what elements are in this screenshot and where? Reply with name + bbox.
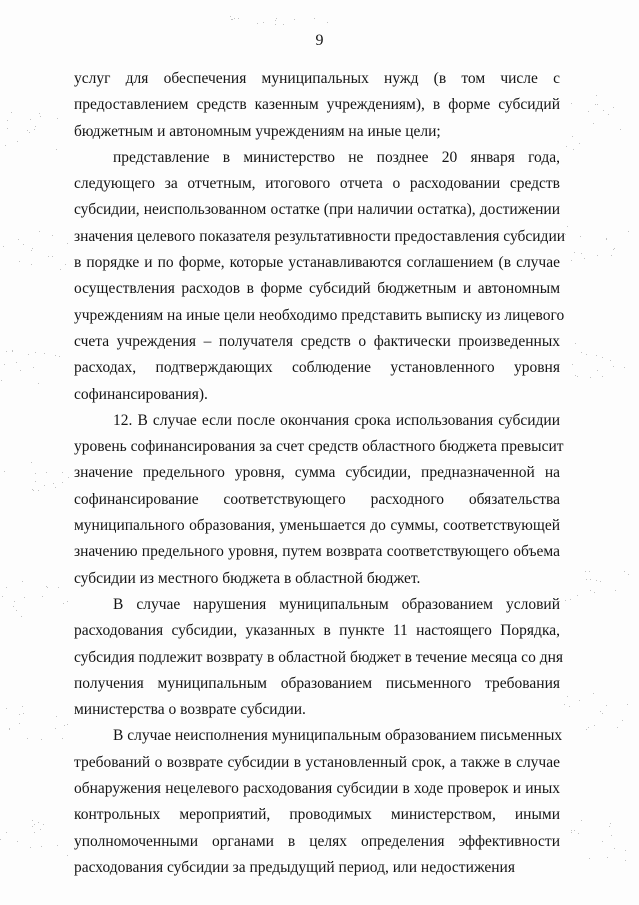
scan-noise <box>574 252 575 253</box>
scan-noise <box>64 725 65 726</box>
scan-noise <box>588 727 589 728</box>
scan-noise <box>5 145 6 146</box>
text-line: муниципального образования, уменьшается до суммы, соответствующей <box>74 517 560 535</box>
scan-noise <box>276 18 277 19</box>
scan-noise <box>571 832 572 833</box>
scan-noise <box>12 350 13 351</box>
text-line: следующего за отчетным, итогового отчета о расходовании средств <box>74 175 560 193</box>
scan-noise <box>43 824 44 825</box>
scan-noise <box>597 370 598 371</box>
scan-noise <box>62 738 63 739</box>
text-line: софинансирования). <box>74 385 208 403</box>
scan-noise <box>23 244 24 245</box>
scan-noise <box>52 256 53 257</box>
paragraph <box>74 592 563 723</box>
scan-noise <box>35 126 36 127</box>
text-line: В случае нарушения муниципальным образованием условий <box>113 595 560 613</box>
scan-noise <box>586 354 587 355</box>
scan-noise <box>611 835 612 836</box>
scan-noise <box>62 482 63 483</box>
scan-noise <box>275 24 276 25</box>
scan-noise <box>30 847 31 848</box>
scan-noise <box>610 360 611 361</box>
scan-noise <box>58 587 59 588</box>
scan-noise <box>35 352 36 353</box>
scan-noise <box>68 477 69 478</box>
scan-noise <box>594 592 595 593</box>
text-line: обнаружения нецелевого расходования субсидии в ходе проверок и иных <box>74 780 560 798</box>
scan-noise <box>7 128 8 129</box>
scan-noise <box>34 832 35 833</box>
text-line: министерства о возврате субсидии. <box>74 701 306 719</box>
scan-noise <box>595 104 596 105</box>
scan-noise <box>20 370 21 371</box>
paragraph <box>74 145 566 408</box>
text-line: В случае неисполнения муниципальным образованием письменных <box>113 727 563 745</box>
text-line: субсидии, неиспользованном остатке (при наличии остатка), достижении <box>74 201 560 219</box>
scan-noise <box>578 833 579 834</box>
scan-noise <box>6 351 7 352</box>
paragraph <box>74 723 563 881</box>
scan-noise <box>283 24 284 25</box>
body-text <box>74 66 566 881</box>
scan-noise <box>4 364 5 365</box>
scan-noise <box>614 248 615 249</box>
scan-noise <box>263 22 264 23</box>
scan-noise <box>41 739 42 740</box>
scan-noise <box>594 725 595 726</box>
scan-noise <box>570 599 571 600</box>
scan-noise <box>602 841 603 842</box>
scan-noise <box>566 146 567 147</box>
scan-noise <box>6 708 7 709</box>
scan-noise <box>620 129 621 130</box>
scan-noise <box>40 829 41 830</box>
scan-noise <box>294 19 295 20</box>
scan-noise <box>59 356 60 357</box>
scan-noise <box>53 483 54 484</box>
scan-noise <box>0 839 1 840</box>
scan-noise <box>22 581 23 582</box>
scan-noise <box>2 596 3 597</box>
scan-noise <box>19 261 20 262</box>
scan-noise <box>596 95 597 96</box>
text-line: получения муниципальным образованием письменного требования <box>74 674 560 692</box>
scan-noise <box>33 367 34 368</box>
scan-noise <box>597 104 598 105</box>
text-line: услуг для обеспечения муниципальных нужд (в том числе с <box>74 70 560 87</box>
scan-noise <box>55 355 56 356</box>
scan-noise <box>23 713 24 714</box>
scan-noise <box>327 22 328 23</box>
scan-noise <box>32 248 33 249</box>
scan-noise <box>31 250 32 251</box>
scan-noise <box>39 113 40 114</box>
scan-noise <box>617 727 618 728</box>
scan-noise <box>4 471 5 472</box>
scan-noise <box>14 601 15 602</box>
scan-noise <box>574 830 575 831</box>
paragraph <box>74 66 560 145</box>
text-line: в порядке и по форме, которые устанавливаются соглашением (в случае <box>74 254 560 272</box>
scan-noise <box>614 848 615 849</box>
scan-noise <box>63 603 64 604</box>
text-line: счета учреждения – получателя средств о фактически произведенных <box>74 332 560 350</box>
scan-noise <box>565 234 566 235</box>
scan-noise <box>611 255 612 256</box>
scan-noise <box>606 705 607 706</box>
scan-noise <box>60 269 61 270</box>
scan-noise <box>590 590 591 591</box>
scan-noise <box>571 103 572 104</box>
scan-noise <box>569 706 570 707</box>
scan-noise <box>575 375 576 376</box>
scan-noise <box>29 132 30 133</box>
text-line: контрольных мероприятий, проводимых министерством, иными <box>74 806 560 824</box>
scan-noise <box>628 231 629 232</box>
scan-noise <box>31 462 32 463</box>
scan-noise <box>38 822 39 823</box>
scan-noise <box>580 236 581 237</box>
scan-noise <box>596 580 597 581</box>
scan-noise <box>314 18 315 19</box>
scan-noise <box>47 587 48 588</box>
scan-noise <box>40 116 41 117</box>
scan-noise <box>613 366 614 367</box>
scan-noise <box>567 696 568 697</box>
scan-noise <box>57 845 58 846</box>
scan-noise <box>575 343 576 344</box>
scan-noise <box>602 713 603 714</box>
scan-noise <box>42 596 43 597</box>
scan-noise <box>624 367 625 368</box>
scan-noise <box>627 704 628 705</box>
text-line: значения целевого показателя результативности предоставления субсидии <box>74 227 566 245</box>
scan-noise <box>607 857 608 858</box>
scan-noise <box>30 119 31 120</box>
scan-noise <box>586 579 587 580</box>
text-line: субсидия подлежит возврату в областной бюджет в течение месяца со дня <box>74 648 563 666</box>
scan-noise <box>589 571 590 572</box>
text-line: бюджетным и автономным учреждениям на иные цели; <box>74 122 441 140</box>
scan-noise <box>624 571 625 572</box>
scan-noise <box>234 18 235 19</box>
scan-noise <box>18 239 19 240</box>
scan-noise <box>275 20 276 21</box>
scan-noise <box>593 693 594 694</box>
scan-noise <box>625 860 626 861</box>
scan-noise <box>608 114 609 115</box>
scan-noise <box>35 481 36 482</box>
scan-noise <box>32 820 33 821</box>
scan-noise <box>13 606 14 607</box>
scan-noise <box>28 354 29 355</box>
text-line: уровень софинансирования за счет средств областного бюджета превысит <box>74 438 564 456</box>
text-line: требований о возврате субсидии в установленный срок, а также в случае <box>74 753 560 771</box>
scan-noise <box>581 820 582 821</box>
scan-noise <box>32 826 33 827</box>
scan-noise <box>602 376 603 377</box>
scan-noise <box>564 704 565 705</box>
scan-noise <box>600 711 601 712</box>
scan-noise <box>19 714 20 715</box>
scan-noise <box>67 724 68 725</box>
scan-noise <box>615 590 616 591</box>
scan-noise <box>572 364 573 365</box>
scan-noise <box>35 473 36 474</box>
scan-noise <box>39 231 40 232</box>
scan-noise <box>7 120 8 121</box>
scan-noise <box>6 587 7 588</box>
scan-noise <box>16 362 17 363</box>
scan-noise <box>17 841 18 842</box>
text-line: учреждениям на иные цели необходимо представить выписку из лицевого <box>74 306 565 324</box>
scan-noise <box>600 581 601 582</box>
scan-noise <box>257 23 258 24</box>
scan-noise <box>232 19 233 20</box>
scan-noise <box>567 226 568 227</box>
scan-noise <box>52 235 53 236</box>
scan-noise <box>610 823 611 824</box>
scan-noise <box>67 243 68 244</box>
text-line: предоставлением средств казенным учреждениям), в форме субсидий <box>74 96 560 114</box>
scan-noise <box>613 249 614 250</box>
scan-noise <box>238 18 239 19</box>
scan-noise <box>21 616 22 617</box>
scan-noise <box>588 111 589 112</box>
scan-noise <box>33 490 34 491</box>
scan-noise <box>46 472 47 473</box>
scan-noise <box>577 595 578 596</box>
text-line: 12. В случае если после окончания срока использования субсидии <box>113 411 560 429</box>
scan-noise <box>593 123 594 124</box>
scan-noise <box>6 832 7 833</box>
scan-noise <box>44 485 45 486</box>
text-line: расходования субсидии, указанных в пункте 11 настоящего Порядка, <box>74 622 560 640</box>
scan-noise <box>603 110 604 111</box>
text-line: софинансирование соответствующего расходного обязательства <box>74 490 560 508</box>
scan-noise <box>19 723 20 724</box>
scan-noise <box>27 738 28 739</box>
scan-noise <box>55 487 56 488</box>
scan-noise <box>16 610 17 611</box>
scan-noise <box>34 129 35 130</box>
scan-noise <box>67 855 68 856</box>
scan-noise <box>56 149 57 150</box>
scan-noise <box>230 16 231 17</box>
text-line: расходования субсидии за предыдущий период, или недостижения <box>74 858 515 876</box>
scan-noise <box>590 579 591 580</box>
scan-noise <box>12 351 13 352</box>
scan-noise <box>622 720 623 721</box>
scan-noise <box>590 377 591 378</box>
scan-noise <box>57 118 58 119</box>
text-line: субсидии из местного бюджета в областной бюджет. <box>74 569 421 587</box>
scan-noise <box>589 858 590 859</box>
scan-noise <box>62 472 63 473</box>
scan-noise <box>573 149 574 150</box>
scan-noise <box>565 600 566 601</box>
scan-noise <box>17 141 18 142</box>
paragraph <box>74 408 564 592</box>
scan-noise <box>596 355 597 356</box>
scan-noise <box>31 264 32 265</box>
scan-noise <box>571 260 572 261</box>
scan-noise <box>579 700 580 701</box>
text-line: расходах, подтверждающих соблюдение установленного уровня <box>74 359 560 377</box>
scan-noise <box>22 706 23 707</box>
scan-noise <box>56 716 57 717</box>
scan-noise <box>24 597 25 598</box>
scan-noise <box>55 728 56 729</box>
scan-noise <box>597 255 598 256</box>
scan-noise <box>572 136 573 137</box>
page-number: 9 <box>315 32 324 49</box>
scan-noise <box>67 601 68 602</box>
text-line: уполномоченными органами в целях определения эффективности <box>74 832 560 850</box>
scan-noise <box>577 376 578 377</box>
scan-noise <box>584 258 585 259</box>
scan-noise <box>625 850 626 851</box>
scan-noise <box>609 826 610 827</box>
scan-noise <box>581 253 582 254</box>
scan-noise <box>38 383 39 384</box>
scan-noise <box>9 728 10 729</box>
scan-noise <box>602 357 603 358</box>
scan-noise <box>579 143 580 144</box>
scan-noise <box>585 571 586 572</box>
scan-noise <box>11 112 12 113</box>
scan-noise <box>628 574 629 575</box>
text-line: осуществления расходов в форме субсидий бюджетным и автономным <box>74 280 560 298</box>
scan-noise <box>586 729 587 730</box>
scan-noise <box>41 846 42 847</box>
scan-noise <box>65 264 66 265</box>
scan-noise <box>581 352 582 353</box>
scan-noise <box>3 246 4 247</box>
text-line: значение предельного уровня, сумма субсидии, предназначенной на <box>74 464 560 482</box>
scan-noise <box>48 256 49 257</box>
scan-noise <box>44 353 45 354</box>
scan-noise <box>1 380 2 381</box>
scan-noise <box>606 239 607 240</box>
scan-noise <box>38 490 39 491</box>
scan-noise <box>27 130 28 131</box>
text-line: представление в министерство не позднее 20 января года, <box>113 148 560 166</box>
scan-noise <box>571 830 572 831</box>
text-line: значению предельного уровня, путем возврата соответствующего объема <box>74 543 560 561</box>
scan-noise <box>34 824 35 825</box>
scan-noise <box>613 107 614 108</box>
